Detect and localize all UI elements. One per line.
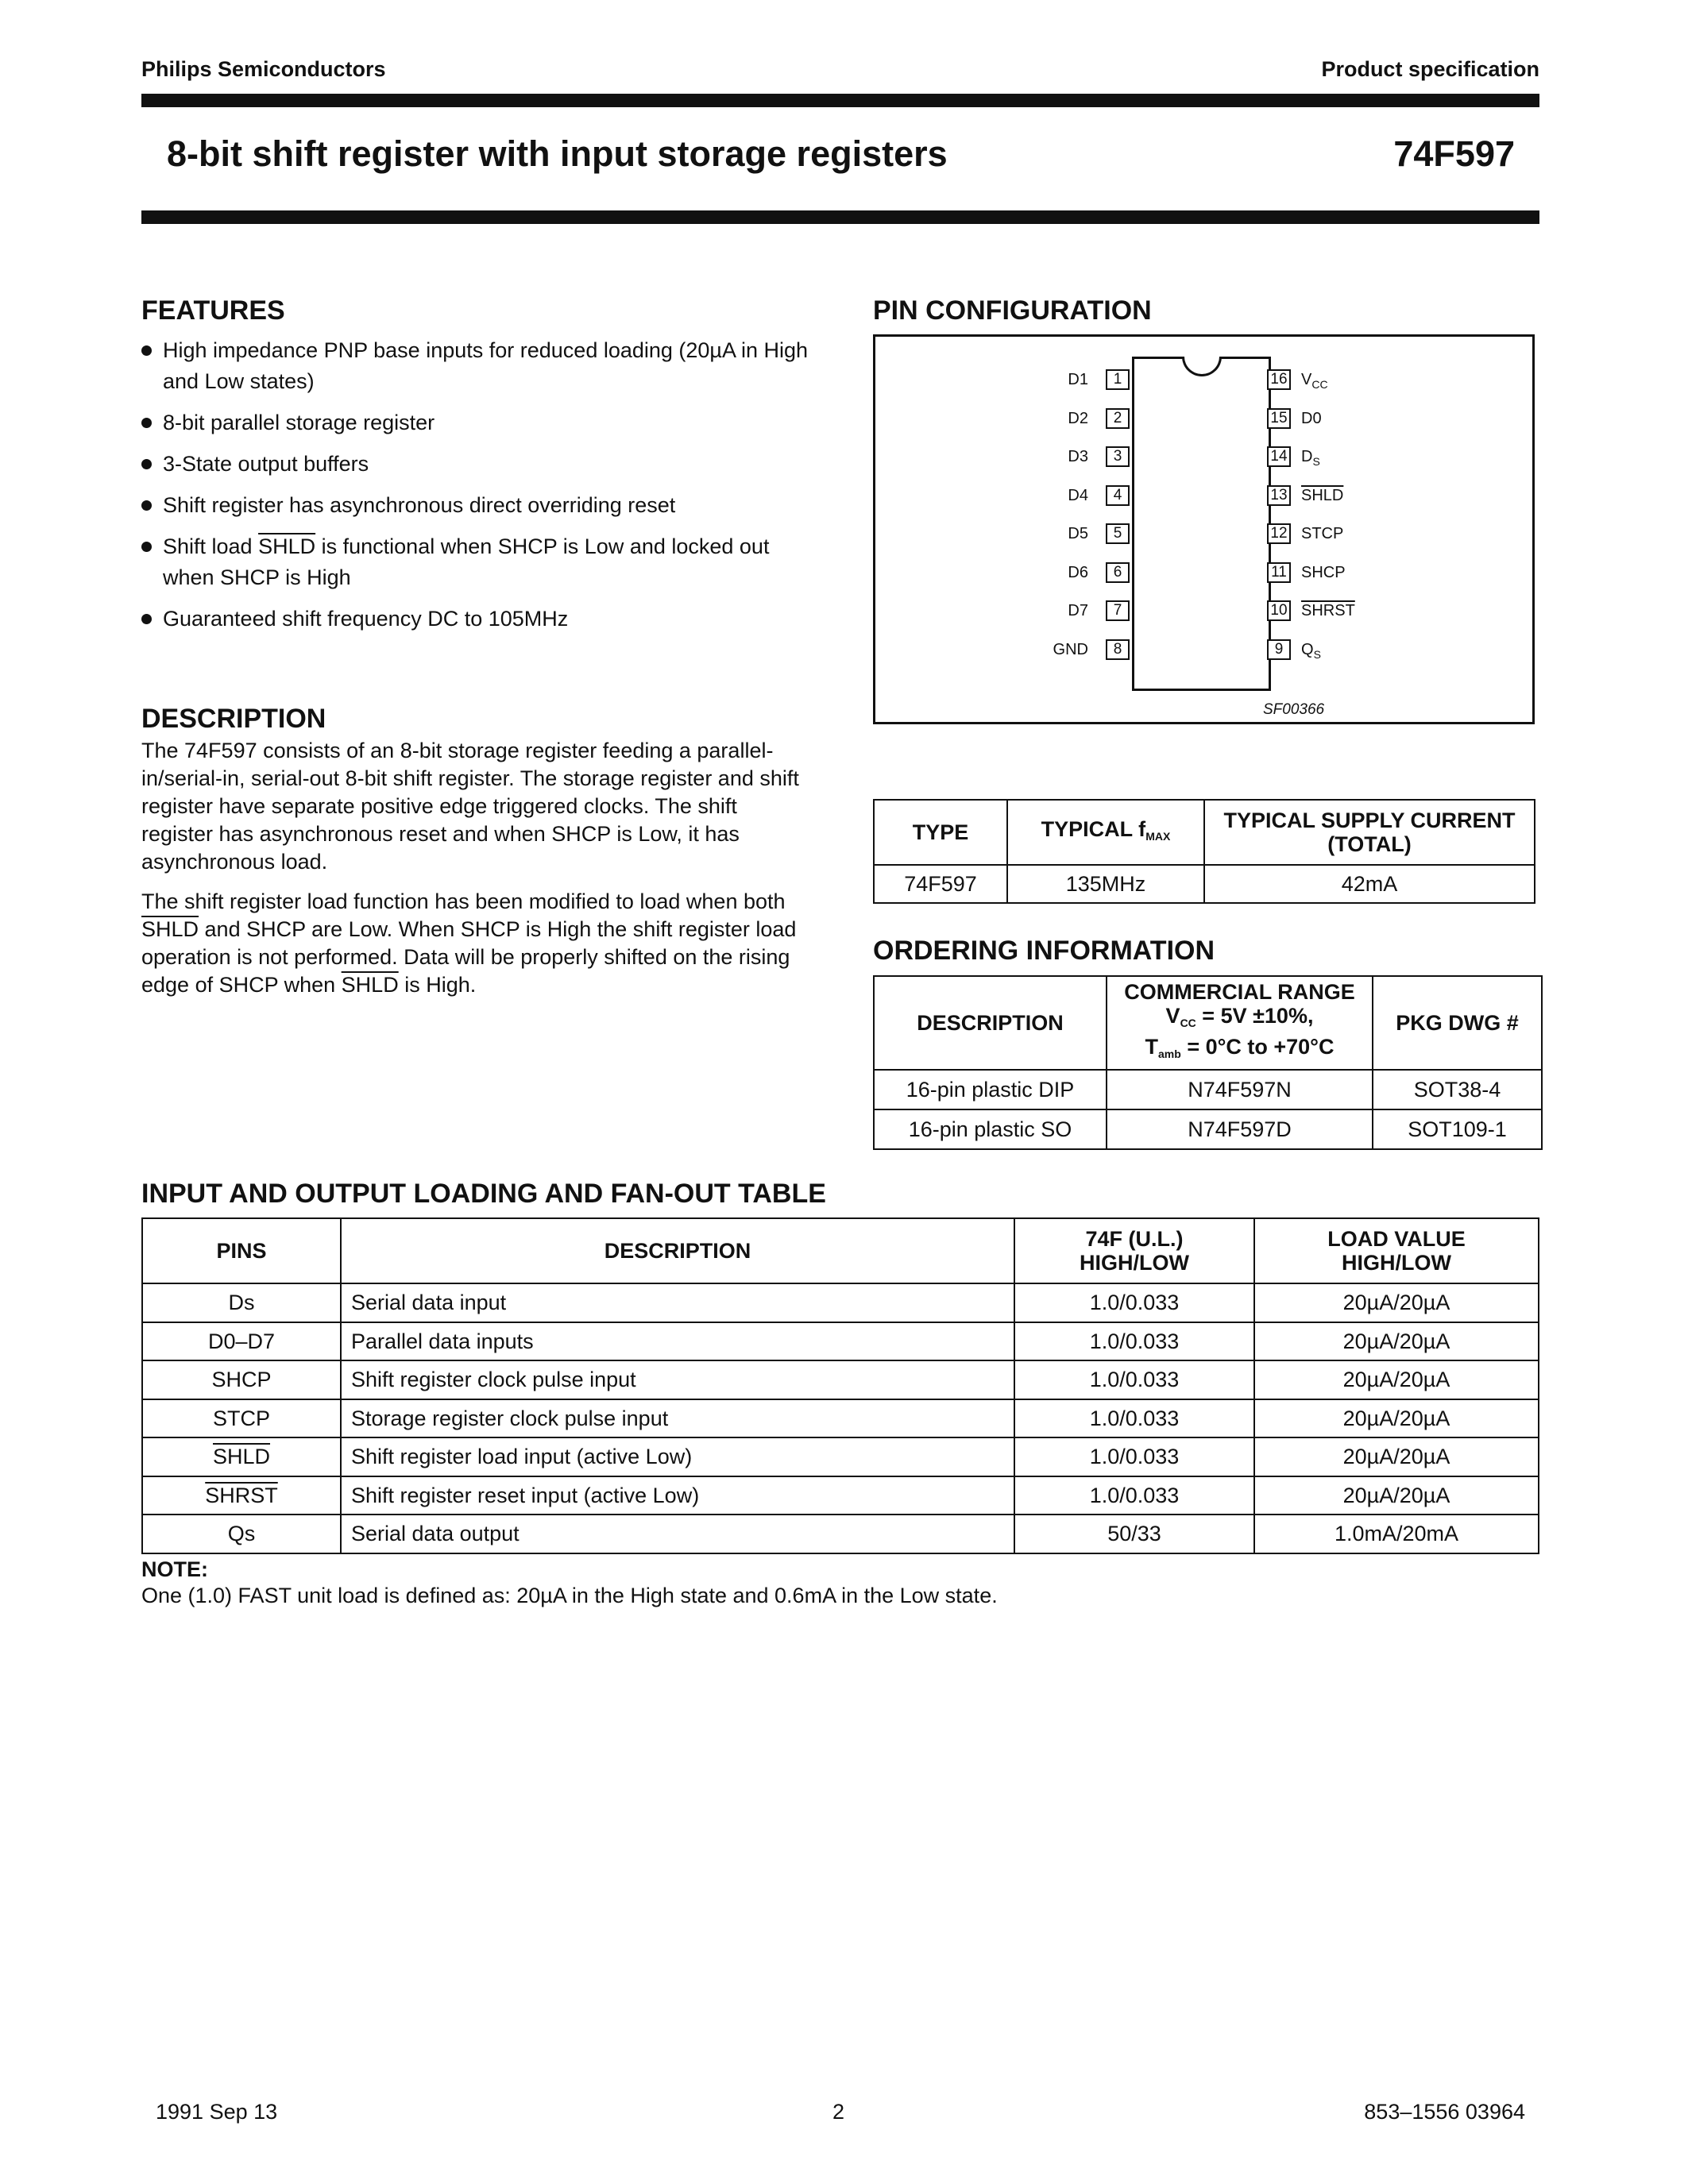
range-v: V xyxy=(1165,1004,1180,1028)
ul-cell: 50/33 xyxy=(1014,1515,1254,1553)
pin-desc-cell: Shift register clock pulse input xyxy=(341,1360,1014,1399)
type-header: TYPE xyxy=(874,800,1007,865)
range-v-sub: CC xyxy=(1180,1017,1196,1029)
pin-name-left: D2 xyxy=(1068,409,1088,427)
pin-desc-cell: Serial data input xyxy=(341,1283,1014,1322)
top-rule xyxy=(141,94,1539,107)
part-number: 74F597 xyxy=(1393,133,1515,174)
order-desc-header: DESCRIPTION xyxy=(874,976,1107,1070)
ordering-heading: ORDERING INFORMATION xyxy=(873,936,1215,966)
pin-cell: Ds xyxy=(142,1283,341,1322)
load-cell: 20µA/20µA xyxy=(1254,1322,1539,1361)
pin-name-left: D5 xyxy=(1068,525,1088,542)
list-item xyxy=(141,531,809,593)
loading-heading: INPUT AND OUTPUT LOADING AND FAN-OUT TABLE xyxy=(141,1179,826,1209)
order-desc-cell: 16-pin plastic DIP xyxy=(874,1070,1107,1109)
range-t-text: = 0°C to +70°C xyxy=(1180,1035,1335,1059)
pin-name-right: $V_{CC}$ xyxy=(1301,371,1328,391)
footer-code: 853–1556 03964 xyxy=(1364,2100,1525,2124)
pin-name-right: SHRST xyxy=(1301,602,1355,619)
list-item: Shift register has asynchronous direct overriding reset xyxy=(141,490,809,521)
type-table xyxy=(873,799,1535,904)
figure-code: SF00366 xyxy=(1263,701,1325,718)
loading-table xyxy=(141,1217,1539,1554)
pin-name-right: D0 xyxy=(1301,409,1322,427)
footer-date: 1991 Sep 13 xyxy=(156,2100,278,2124)
desc-text: is High. xyxy=(398,973,477,997)
load-cell: 20µA/20µA xyxy=(1254,1283,1539,1322)
description-heading: DESCRIPTION xyxy=(141,704,326,734)
pin-diagram xyxy=(873,334,1535,724)
fmax-cell: 135MHz xyxy=(1007,865,1204,903)
pin-number: 2 xyxy=(1106,408,1130,429)
note-text: One (1.0) FAST unit load is defined as: 20µA in the High state and 0.6mA in the Low state. xyxy=(141,1584,998,1607)
load-header-1: LOAD VALUE xyxy=(1327,1227,1466,1251)
load-cell: 20µA/20µA xyxy=(1254,1399,1539,1438)
pin-number: 8 xyxy=(1106,639,1130,660)
table-row xyxy=(142,1437,1539,1476)
order-desc-cell: 16-pin plastic SO xyxy=(874,1109,1107,1149)
range-line-3 xyxy=(1107,1035,1372,1066)
pin-name-right: $D_S$ xyxy=(1301,448,1320,468)
description-body xyxy=(141,737,809,1011)
pin-name-right: SHCP xyxy=(1301,563,1346,581)
desc-overline: SHLD xyxy=(341,973,399,997)
ul-cell: 1.0/0.033 xyxy=(1014,1322,1254,1361)
pin-name-left: D1 xyxy=(1068,371,1088,388)
pin-cell: SHLD xyxy=(142,1437,341,1476)
pin-desc-cell: Shift register reset input (active Low) xyxy=(341,1476,1014,1515)
pin-name-right: $Q_S$ xyxy=(1301,640,1321,661)
type-cell: 74F597 xyxy=(874,865,1007,903)
pin-number: 13 xyxy=(1267,485,1291,506)
desc-text: and SHCP are Low. When SHCP is High the shift register load operation is not performed. Data will be properly shifted on the rising edge of SHCP when xyxy=(141,917,797,997)
features-heading: FEATURES xyxy=(141,295,285,326)
pin-number: 6 xyxy=(1106,562,1130,583)
range-v-text: = 5V ±10%, xyxy=(1196,1004,1314,1028)
pin-number: 10 xyxy=(1267,600,1291,621)
features-list xyxy=(141,335,809,645)
pin-number: 11 xyxy=(1267,562,1291,583)
order-pkg-cell: SOT38-4 xyxy=(1373,1070,1542,1109)
ul-header-2: HIGH/LOW xyxy=(1080,1251,1189,1275)
ul-cell: 1.0/0.033 xyxy=(1014,1399,1254,1438)
load-header-2: HIGH/LOW xyxy=(1342,1251,1451,1275)
pin-name-left: D4 xyxy=(1068,486,1088,504)
title-rule xyxy=(141,210,1539,224)
pin-name-left: D3 xyxy=(1068,448,1088,465)
desc-overline: SHLD xyxy=(141,917,199,941)
pin-cell: D0–D7 xyxy=(142,1322,341,1361)
feature-overline: SHLD xyxy=(258,534,316,558)
supply-cell: 42mA xyxy=(1204,865,1535,903)
pin-number: 7 xyxy=(1106,600,1130,621)
table-row xyxy=(874,1070,1542,1109)
list-item: High impedance PNP base inputs for reduced loading (20µA in High and Low states) xyxy=(141,335,809,397)
ul-cell: 1.0/0.033 xyxy=(1014,1437,1254,1476)
range-t-sub: amb xyxy=(1158,1048,1181,1060)
supply-header: TYPICAL SUPPLY CURRENT (TOTAL) xyxy=(1204,800,1535,865)
pin-name-left: D6 xyxy=(1068,563,1088,581)
range-line-2 xyxy=(1107,1004,1372,1035)
load-cell: 20µA/20µA xyxy=(1254,1437,1539,1476)
pin-number: 9 xyxy=(1267,639,1291,660)
note-label: NOTE: xyxy=(141,1557,208,1581)
pin-name-left: GND xyxy=(1053,640,1088,658)
ul-cell: 1.0/0.033 xyxy=(1014,1283,1254,1322)
loading-desc-header: DESCRIPTION xyxy=(341,1218,1014,1283)
ic-body xyxy=(1132,357,1271,691)
load-cell: 20µA/20µA xyxy=(1254,1360,1539,1399)
pin-number: 4 xyxy=(1106,485,1130,506)
pin-name-right: SHLD xyxy=(1301,486,1344,504)
pin-cell: SHRST xyxy=(142,1476,341,1515)
pin-number: 1 xyxy=(1106,369,1130,390)
list-item: Guaranteed shift frequency DC to 105MHz xyxy=(141,604,809,635)
pin-cell: Qs xyxy=(142,1515,341,1553)
pin-cell: SHCP xyxy=(142,1360,341,1399)
order-range-header xyxy=(1107,976,1373,1070)
order-pkg-cell: SOT109-1 xyxy=(1373,1109,1542,1149)
table-row xyxy=(142,1360,1539,1399)
company-name: Philips Semiconductors xyxy=(141,57,386,81)
fmax-sub: MAX xyxy=(1145,829,1171,843)
pin-desc-cell: Serial data output xyxy=(341,1515,1014,1553)
desc-text: The shift register load function has been modified to load when both xyxy=(141,889,786,913)
fmax-label: TYPICAL f xyxy=(1041,816,1146,841)
pin-number: 12 xyxy=(1267,523,1291,544)
load-cell: 1.0mA/20mA xyxy=(1254,1515,1539,1553)
range-t: T xyxy=(1145,1035,1159,1059)
table-row xyxy=(142,1283,1539,1322)
pin-name-right: STCP xyxy=(1301,525,1344,542)
order-range-cell: N74F597D xyxy=(1107,1109,1373,1149)
ul-cell: 1.0/0.033 xyxy=(1014,1360,1254,1399)
load-header xyxy=(1254,1218,1539,1283)
pin-number: 16 xyxy=(1267,369,1291,390)
order-range-cell: N74F597N xyxy=(1107,1070,1373,1109)
ul-header-1: 74F (U.L.) xyxy=(1085,1227,1184,1251)
ordering-table xyxy=(873,975,1543,1150)
load-cell: 20µA/20µA xyxy=(1254,1476,1539,1515)
table-row xyxy=(142,1322,1539,1361)
pin-desc-cell: Storage register clock pulse input xyxy=(341,1399,1014,1438)
page-number: 2 xyxy=(832,2100,845,2124)
feature-text: is functional when SHCP is Low and locked out when SHCP is High xyxy=(163,534,770,589)
pin-config-heading: PIN CONFIGURATION xyxy=(873,295,1152,326)
doc-type: Product specification xyxy=(1321,57,1539,81)
list-item: 8-bit parallel storage register xyxy=(141,407,809,438)
pin-desc-cell: Shift register load input (active Low) xyxy=(341,1437,1014,1476)
fmax-header xyxy=(1007,800,1204,865)
ic-notch xyxy=(1182,357,1222,376)
table-row xyxy=(142,1476,1539,1515)
page-title: 8-bit shift register with input storage registers xyxy=(167,133,948,174)
pin-cell: STCP xyxy=(142,1399,341,1438)
table-row xyxy=(874,1109,1542,1149)
list-item: 3-State output buffers xyxy=(141,449,809,480)
description-paragraph xyxy=(141,888,809,999)
pin-name-left: D7 xyxy=(1068,602,1088,619)
pin-number: 5 xyxy=(1106,523,1130,544)
table-row xyxy=(142,1515,1539,1553)
feature-prefix: Shift load xyxy=(163,534,259,558)
pin-number: 15 xyxy=(1267,408,1291,429)
pins-header: PINS xyxy=(142,1218,341,1283)
pin-desc-cell: Parallel data inputs xyxy=(341,1322,1014,1361)
pin-number: 14 xyxy=(1267,446,1291,467)
range-line-1: COMMERCIAL RANGE xyxy=(1124,980,1355,1004)
ul-cell: 1.0/0.033 xyxy=(1014,1476,1254,1515)
table-row xyxy=(142,1399,1539,1438)
order-pkg-header: PKG DWG # xyxy=(1373,976,1542,1070)
description-paragraph: The 74F597 consists of an 8-bit storage register feeding a parallel-in/serial-in, serial-out 8-bit shift register. The storage register and shift register have separate positive edge triggered clocks. The shift register has asynchronous reset and when SHCP is Low, it has asynchronous load. xyxy=(141,739,799,874)
ul-header xyxy=(1014,1218,1254,1283)
pin-number: 3 xyxy=(1106,446,1130,467)
